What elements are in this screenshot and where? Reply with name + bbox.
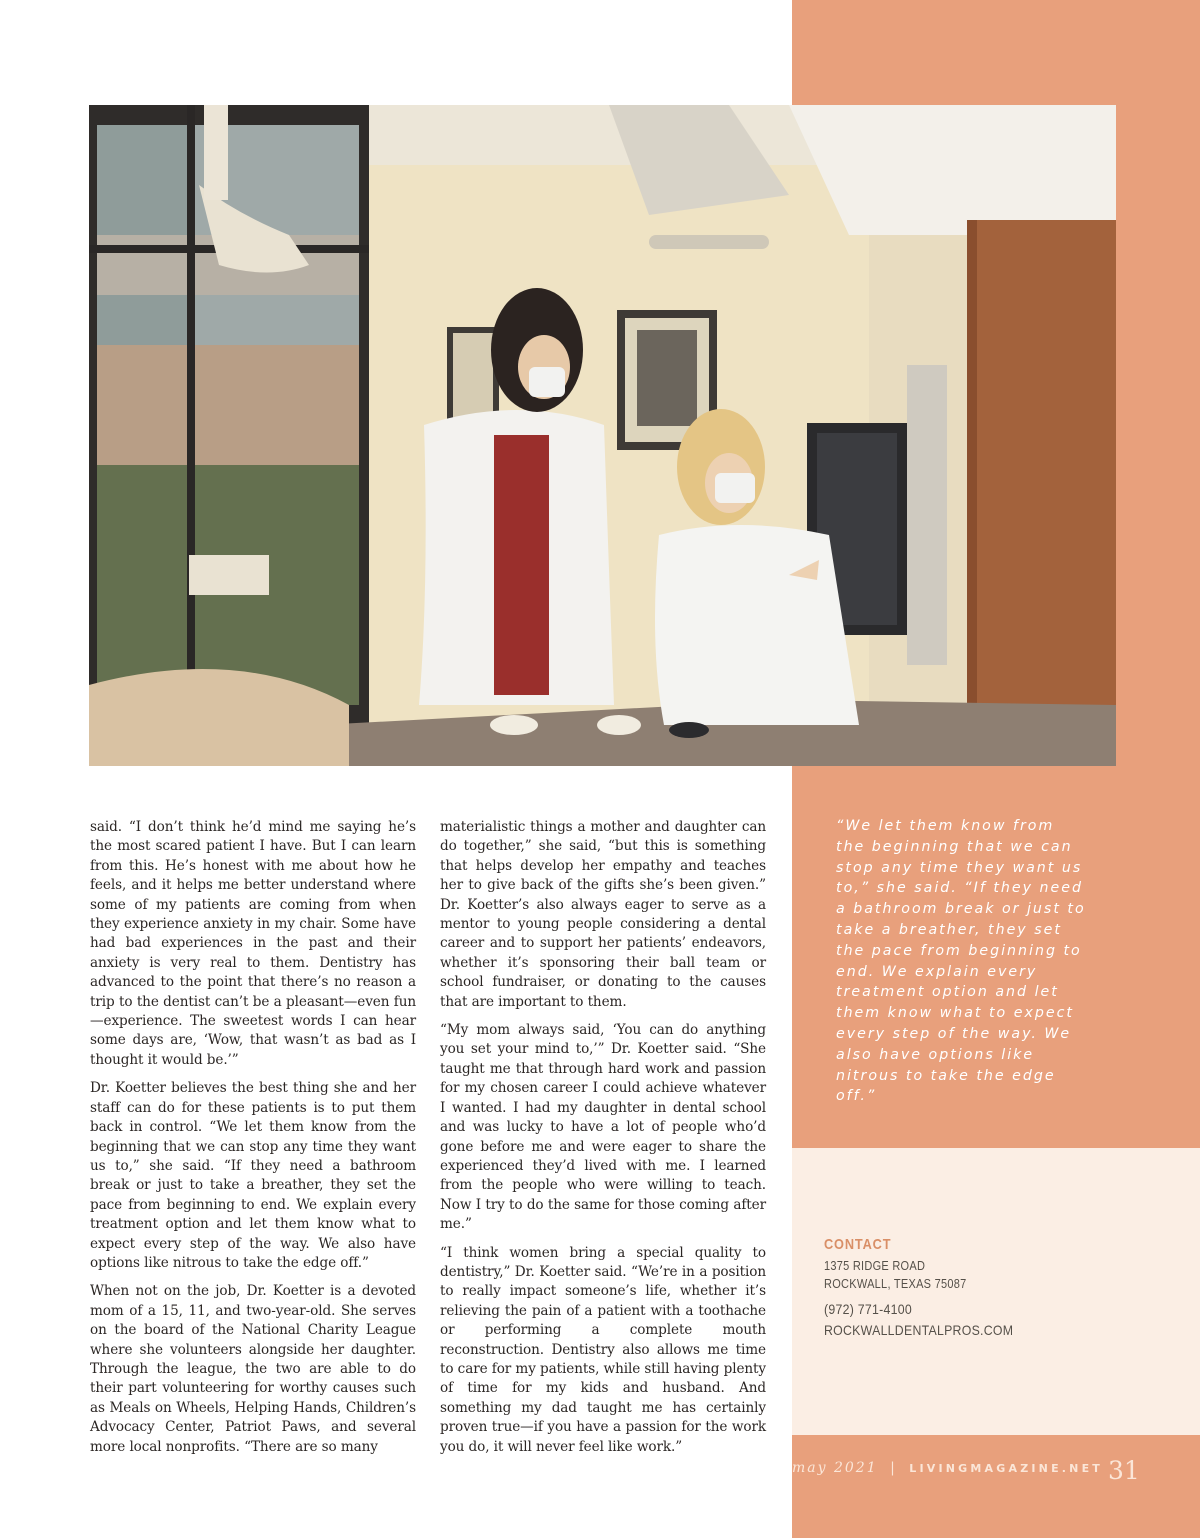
contact-address-line2: ROCKWALL, TEXAS 75087 xyxy=(824,1277,967,1291)
contact-website-link[interactable]: ROCKWALLDENTALPROS.COM xyxy=(824,1322,1014,1338)
photo-illustration xyxy=(89,105,1116,766)
footer-separator: | xyxy=(890,1460,897,1476)
footer-site-link[interactable]: LIVINGMAGAZINE.NET xyxy=(909,1462,1103,1475)
paragraph: “My mom always said, ‘You can do anything you set your mind to,’” Dr. Koetter said. “She taught me that through hard work and passion for my chosen career I could achieve whatever I wanted. I had my daughter in dental school and was lucky to have a lot of people who’d gone before me and were eager to share the experienced they’d lived with me. I learned from the people who were willing to teach. Now I try to do the same for those coming after me.” xyxy=(440,1022,766,1233)
pull-quote: “We let them know from the beginning that we can stop any time they want us to,” she said. “If they need a bathroom break or just to take a breather, they set the pace from beginning to end. We explain every treatment option and let them know what to expect every step of the way. We also have options like nitrous to take the edge off.” xyxy=(836,818,1086,1105)
article-column-left xyxy=(90,818,416,1466)
contact-title: CONTACT xyxy=(824,1236,892,1253)
contact-address-line1: 1375 RIDGE ROAD xyxy=(824,1259,926,1273)
paragraph: said. “I don’t think he’d mind me saying he’s the most scared patient I have. But I can learn from this. He’s honest with me about how he feels, and it helps me better understand where some of my patients are coming from when they experience anxiety in my chair. Some have had bad experiences in the past and their anxiety is very real to them. Dentistry has advanced to the point that there’s no reason a trip to the dentist can’t be a pleasant—even fun—experience. The sweetest words I can hear some days are, ‘Wow, that wasn’t as bad as I thought it would be.’” xyxy=(90,819,416,1068)
contact-block xyxy=(824,1236,1124,1341)
dental-office-photo xyxy=(89,105,1116,766)
paragraph: Dr. Koetter believes the best thing she and her staff can do for these patients is to put them back in control. “We let them know from the beginning that we can stop any time they want us to,” she said. “If they need a bathroom break or just to take a breather, they set the pace from beginning to end. We explain every treatment option and let them know what to expect every step of the way. We also have options like nitrous to take the edge off.” xyxy=(90,1080,416,1271)
paragraph: “I think women bring a special quality to dentistry,” Dr. Koetter said. “We’re in a position to really impact someone’s life, whether it’s relieving the pain of a patient with a toothache or performing a complete mouth reconstruction. Dentistry also allows me time to care for my patients, while still having plenty of time for my kids and husband. And something my dad taught me has certainly proven true—if you have a passion for the work you do, it will never feel like work.” xyxy=(440,1244,766,1455)
article-column-middle xyxy=(440,818,766,1466)
paragraph: When not on the job, Dr. Koetter is a devoted mom of a 15, 11, and two-year-old. She serves on the board of the National Charity League where she volunteers alongside her daughter. Through the league, the two are able to do their part volunteering for worthy causes such as Meals on Wheels, Helping Hands, Children’s Advocacy Center, Patriot Paws, and several more local nonprofits. “There are so many xyxy=(90,1283,416,1455)
page-number: 31 xyxy=(1108,1456,1140,1485)
issue-date: may 2021 xyxy=(792,1460,878,1476)
contact-phone[interactable]: (972) 771-4100 xyxy=(824,1301,912,1317)
paragraph: materialistic things a mother and daughter can do together,” she said, “but this is something that helps develop her empathy and teaches her to give back of the gifts she’s been given.” Dr. Koetter’s also always eager to serve as a mentor to young people considering a dental career and to support her patients’ endeavors, whether it’s sponsoring their ball team or school fundraiser, or donating to the causes that are important to them. xyxy=(440,819,766,1010)
page-footer xyxy=(792,1460,1103,1490)
